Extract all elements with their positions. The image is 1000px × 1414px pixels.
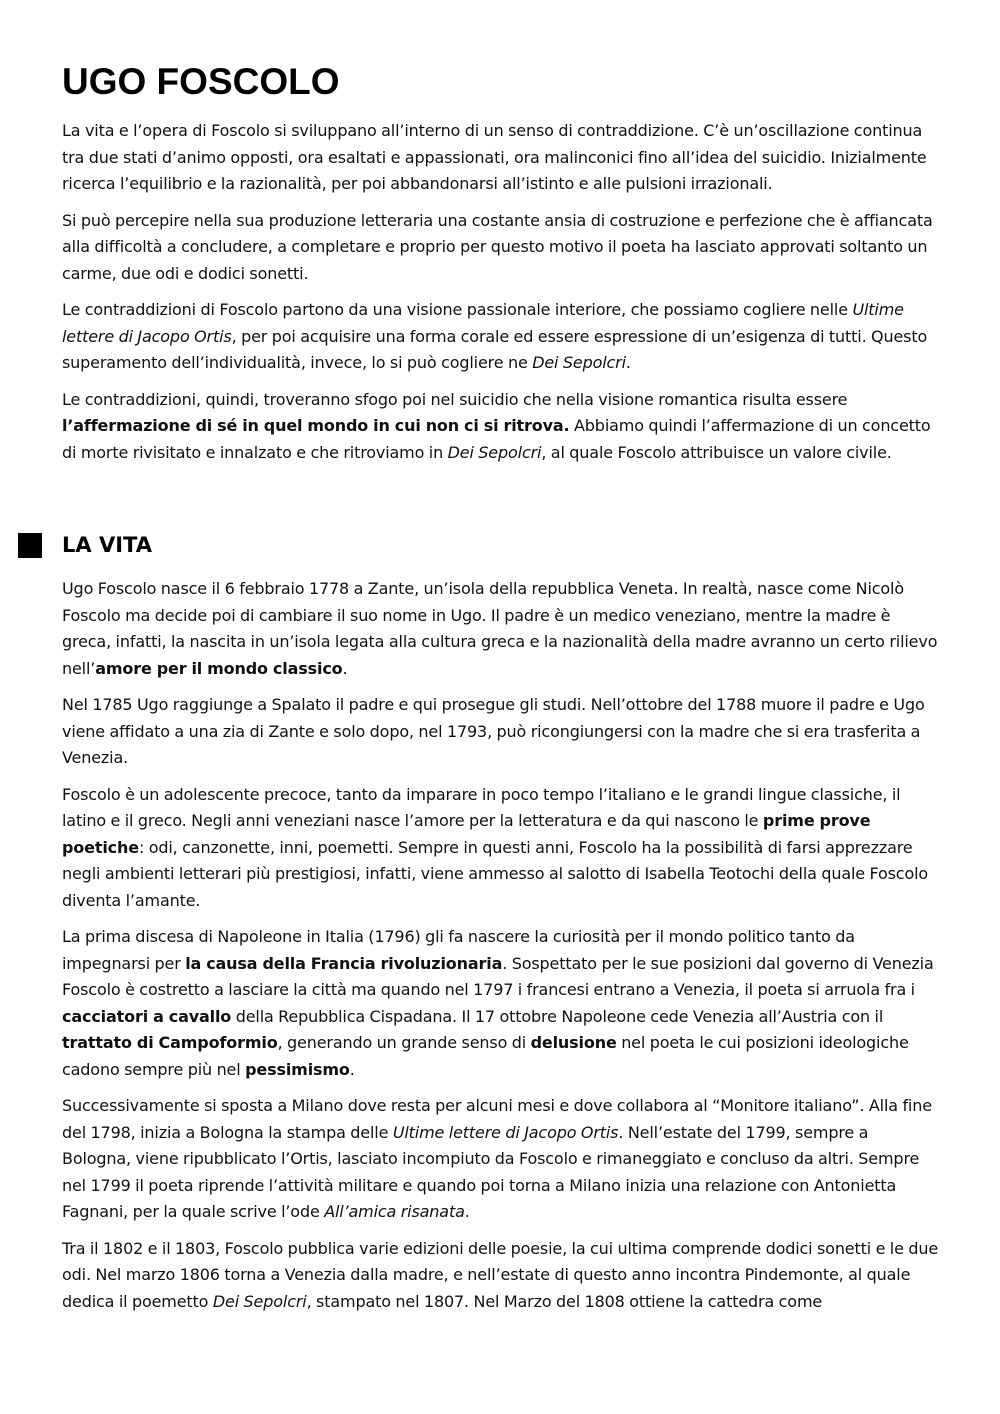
- text-run: nel poeta le cui posizioni ideologiche cadono sempre più nel: [62, 1033, 909, 1079]
- text-run: .: [625, 353, 631, 372]
- italic-title-sepolcri: Dei Sepolcri: [212, 1291, 307, 1311]
- text-run: .: [342, 658, 348, 678]
- intro-paragraph-4: [62, 387, 940, 467]
- bold-phrase: cacciatori a cavallo: [62, 1006, 232, 1026]
- text-run: Foscolo è un adolescente precoce, tanto da imparare in poco tempo l’italiano e le grandi lingue classiche, il latino e il greco. Negli anni veneziani nasce l’amore per la letteratura e da qui nascono le: [62, 784, 901, 830]
- text-run: Abbiamo quindi l’affermazione di un concetto di morte rivisitato e innalzato e che ritroviamo in: [62, 416, 931, 462]
- section-header-la-vita: [62, 528, 940, 562]
- document-page: [62, 60, 940, 1325]
- italic-title-ortis: Ultime lettere di Jacopo Ortis: [62, 300, 904, 346]
- bold-phrase: l’affermazione di sé in quel mondo in cui non ci si ritrova.: [62, 416, 570, 435]
- bold-phrase: trattato di Campoformio: [62, 1033, 278, 1052]
- text-run: Tra il 1802 e il 1803, Foscolo pubblica varie edizioni delle poesie, la cui ultima comprende dodici sonetti e le due odi. Nel marzo 1806 torna a Venezia dalla madre, e nell’estate di questo anno incontra Pindemonte, al quale dedica il poemetto: [62, 1238, 939, 1311]
- vita-paragraph-1: [62, 576, 940, 682]
- text-run: . Nell’estate del 1799, sempre a Bologna, viene ripubblicato l’Ortis, lasciato incompiuto da Foscolo e rimaneggiato e concluso da altri. Sempre nel 1799 il poeta riprende l’attività militare e quando poi torna a Milano inizia una relazione con Antonietta Fagnani, per la quale scrive l’ode: [62, 1122, 920, 1221]
- italic-title-amica: All’amica risanata: [324, 1202, 465, 1221]
- bold-phrase: amore per il mondo classico: [95, 658, 343, 678]
- text-run: , per poi acquisire una forma corale ed essere espressione di un’esigenza di tutti. Questo superamento dell’individualità, invece, lo si può cogliere ne: [62, 326, 928, 372]
- vita-paragraph-4: [62, 924, 940, 1083]
- text-run: .: [349, 1059, 355, 1079]
- bold-phrase: la causa della Francia rivoluzionaria: [185, 953, 503, 973]
- italic-title-sepolcri: Dei Sepolcri: [532, 353, 626, 372]
- document-title: UGO FOSCOLO: [62, 61, 340, 102]
- text-run: , stampato nel 1807. Nel Marzo del 1808 ottiene la cattedra come: [306, 1291, 823, 1311]
- text-run: , al quale Foscolo attribuisce un valore civile.: [541, 442, 892, 462]
- bold-phrase: prime prove poetiche: [62, 811, 871, 857]
- text-run: . Sospettato per le sue posizioni dal governo di Venezia Foscolo è costretto a lasciare la città ma quando nel 1797 i francesi entrano a Venezia, il poeta si arruola fra i: [62, 953, 934, 999]
- bold-phrase: delusione: [530, 1033, 617, 1052]
- bold-phrase: pessimismo: [245, 1059, 350, 1079]
- vita-paragraph-6: [62, 1236, 940, 1316]
- text-run: Ugo Foscolo nasce il 6 febbraio 1778 a Zante, un’isola della repubblica Veneta. In realtà, nasce come Nicolò Foscolo ma decide poi di cambiare il suo nome in Ugo. Il padre è un medico veneziano, mentre la madre è greca, infatti, la nascita in un’isola legata alla cultura greca e la nazionalità della madre avranno un certo rilievo nell’: [62, 579, 938, 678]
- section-title: LA VITA: [62, 533, 152, 557]
- intro-paragraph-2: Si può percepire nella sua produzione letteraria una costante ansia di costruzione e perfezione che è affiancata alla difficoltà a concludere, a completare e proprio per questo motivo il poeta ha lasciato approvati soltanto un carme, due odi e dodici sonetti.: [62, 210, 933, 283]
- text-run: Le contraddizioni, quindi, troveranno sfogo poi nel suicidio che nella visione romantica risulta essere: [62, 389, 848, 409]
- vita-paragraph-2: Nel 1785 Ugo raggiunge a Spalato il padre e qui prosegue gli studi. Nell’ottobre del 1788 muore il padre e Ugo viene affidato a una zia di Zante e solo dopo, nel 1793, può ricongiungersi con la madre che si era trasferita a Venezia.: [62, 695, 925, 767]
- text-run: , generando un grande senso di: [277, 1033, 531, 1052]
- intro-paragraph-1: La vita e l’opera di Foscolo si sviluppano all’interno di un senso di contraddizione. C’è un’oscillazione continua tra due stati d’animo opposti, ora esaltati e appassionati, ora malinconici fino all’idea del suicidio. Inizialmente ricerca l’equilibrio e la razionalità, per poi abbandonarsi all’istinto e alle pulsioni irrazionali.: [62, 121, 927, 193]
- text-run: La prima discesa di Napoleone in Italia (1796) gli fa nascere la curiosità per il mondo politico tanto da impegnarsi per: [62, 927, 855, 973]
- italic-title-ortis: Ultime lettere di Jacopo Ortis: [392, 1122, 619, 1142]
- intro-paragraph-3: [62, 297, 940, 377]
- text-run: : odi, canzonette, inni, poemetti. Sempre in questi anni, Foscolo ha la possibilità di farsi apprezzare negli ambienti letterari più prestigiosi, infatti, viene ammesso al salotto di Isabella Teotochi della quale Foscolo diventa l’amante.: [62, 837, 929, 910]
- vita-paragraph-3: [62, 782, 940, 915]
- italic-title-sepolcri: Dei Sepolcri: [447, 442, 542, 462]
- text-run: della Repubblica Cispadana. Il 17 ottobre Napoleone cede Venezia all’Austria con il: [231, 1006, 884, 1026]
- text-run: .: [464, 1202, 470, 1221]
- vita-paragraph-5: [62, 1093, 940, 1226]
- section-marker-square-icon: [18, 533, 42, 558]
- text-run: Successivamente si sposta a Milano dove resta per alcuni mesi e dove collabora al “Monitore italiano”. Alla fine del 1798, inizia a Bologna la stampa delle: [62, 1096, 932, 1142]
- text-run: Le contraddizioni di Foscolo partono da una visione passionale interiore, che possiamo cogliere nelle: [62, 300, 853, 319]
